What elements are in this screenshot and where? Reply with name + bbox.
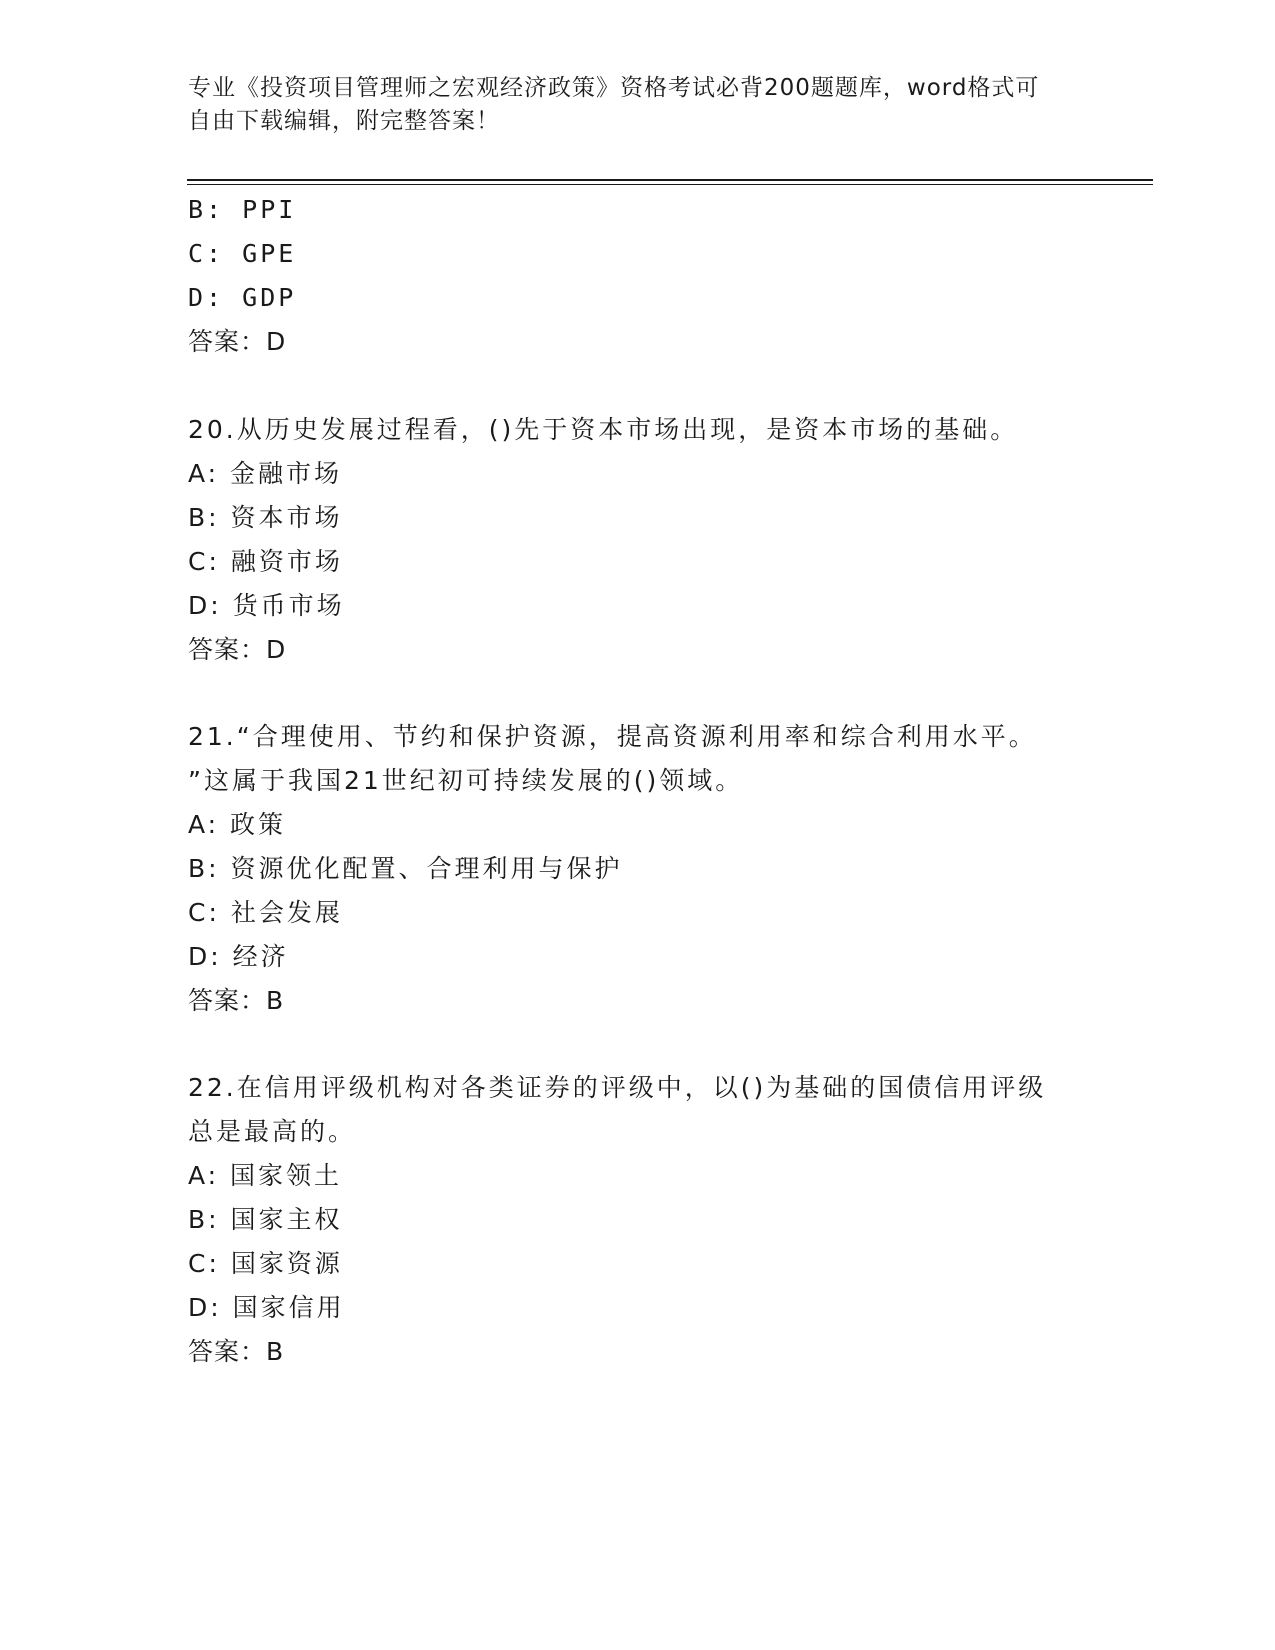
- header-rule-thin: [187, 184, 1153, 185]
- q21-option-b: B: 资源优化配置、合理利用与保护: [188, 854, 623, 883]
- q20-option-d: D: 货币市场: [188, 591, 345, 620]
- q19-option-c: C: GPE: [188, 239, 297, 268]
- q21-answer: 答案：B: [188, 986, 285, 1015]
- q22-option-a: A: 国家领土: [188, 1161, 343, 1190]
- q20-option-a: A: 金融市场: [188, 459, 343, 488]
- q22-option-b: B: 国家主权: [188, 1205, 343, 1234]
- q20-option-b: B: 资本市场: [188, 503, 343, 532]
- q21-question-line-1: 21.“合理使用、节约和保护资源，提高资源利用率和综合利用水平。: [188, 722, 1037, 751]
- header-rule-thick: [187, 179, 1153, 181]
- q21-option-a: A: 政策: [188, 810, 287, 839]
- q22-question-line-1: 22.在信用评级机构对各类证券的评级中，以()为基础的国债信用评级: [188, 1073, 1047, 1102]
- q21-option-d: D: 经济: [188, 942, 289, 971]
- header-line-1: 专业《投资项目管理师之宏观经济政策》资格考试必背200题题库，word格式可: [188, 75, 1040, 101]
- q19-option-d: D: GDP: [188, 283, 297, 312]
- q20-question: 20.从历史发展过程看，()先于资本市场出现，是资本市场的基础。: [188, 415, 1019, 444]
- q22-option-c: C: 国家资源: [188, 1249, 343, 1278]
- q22-question-line-2: 总是最高的。: [188, 1117, 357, 1146]
- q19-option-b: B: PPI: [188, 195, 297, 224]
- q20-option-c: C: 融资市场: [188, 547, 343, 576]
- q21-question-line-2: ”这属于我国21世纪初可持续发展的()领域。: [188, 766, 744, 795]
- q22-answer: 答案：B: [188, 1337, 285, 1366]
- document-header: [188, 72, 1088, 138]
- header-line-2: 自由下载编辑，附完整答案！: [188, 108, 500, 134]
- q22-option-d: D: 国家信用: [188, 1293, 345, 1322]
- q20-answer: 答案：D: [188, 635, 287, 664]
- q21-option-c: C: 社会发展: [188, 898, 343, 927]
- q19-answer: 答案：D: [188, 327, 287, 356]
